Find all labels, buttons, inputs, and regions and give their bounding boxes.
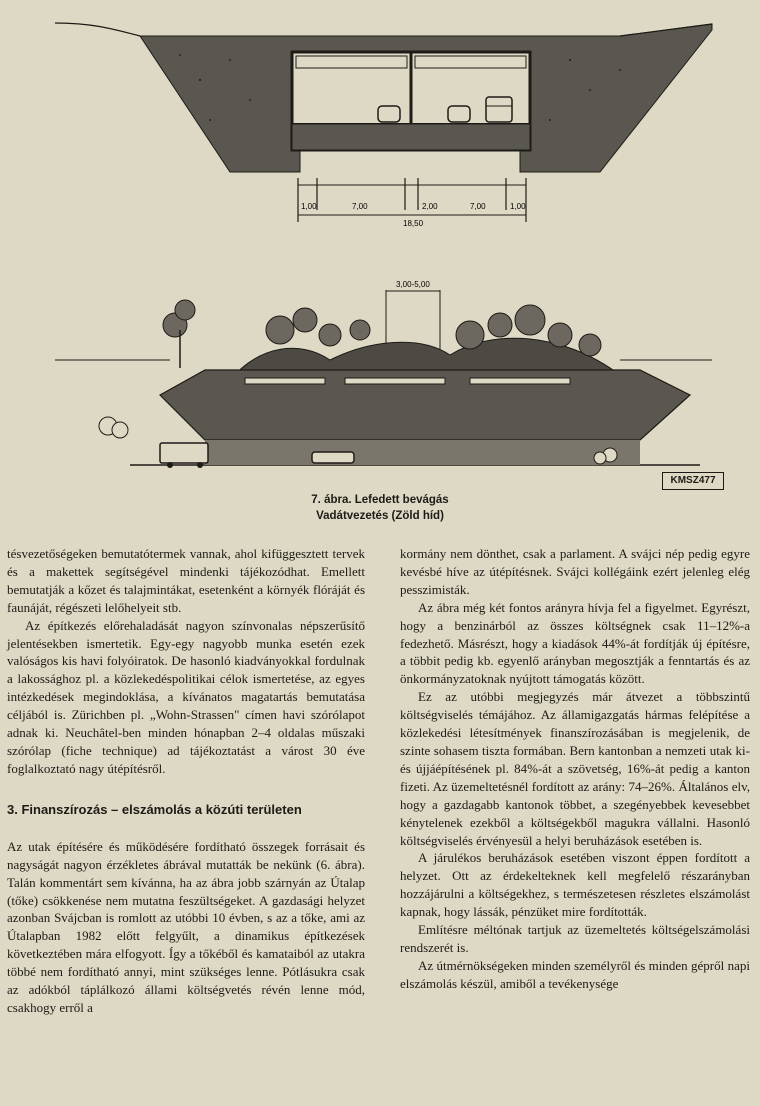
dim-seg-b: 7,00: [470, 202, 486, 211]
right-paragraph-6: Az útmérnökségeken minden személyről és minden gépről napi elszámolás készül, amiből a tevékenysége: [400, 957, 750, 991]
dim-seg-mid: 2,00: [422, 202, 438, 211]
section-heading: 3. Finanszírozás – elszámolás a közúti területen: [7, 801, 302, 817]
right-paragraph-2: Az ábra még két fontos arányra hívja fel a figyelmet. Egyrészt, hogy a benzinárból az összes költségnek csak 11–12%-a fedezhető. Másrészt, hogy a kiadások 44%-át fordítják új építésre, a többit pedig kb. egyenlő arányban megosztják a fenntartás és az önkormányzatoknak nyújtott támogatás között.: [400, 599, 750, 687]
dim-small-right: 1,00: [510, 202, 526, 211]
left-paragraph-2: Az építkezés előrehaladását nagyon színvonalas népszerűsítő jelentésekben ismertetik. Egy-egy nagyobb munka esetén ezek valóságos kis havi folyóiratok. De hasonló kiadványokkal fordulnak a lakossághoz pl. a közlekedéspolitikai célok ismertetése, az egyes intézkedések megindoklása, a kívánatos magatartás bemutatása céljából is. Zürichben pl. „Wohn-Strassen" címen havi szórólapot adnak ki. Neuchâtel-ben minden hónapban 2–4 oldalas műszaki szórólap (fiche technique) ad tájékoztatást a várost 30 éve foglalkoztató nagy útépítésről.: [7, 617, 365, 776]
left-paragraph-1: tésvezetőségeken bemutatótermek vannak, ahol kifüggesztett tervek és a makettek segítségével mindenki tájékozódhat. Emellett bemutatják a kőzet és talajmintákat, esetenként a környék flóráját és faunáját, régészeti lelőhelyeit stb.: [7, 546, 365, 615]
right-paragraph-1: kormány nem dönthet, csak a parlament. A svájci nép pedig egyre kevésbé híve az útépítésnek. Svájci kollégáink ezért jelenleg elég pesszimisták.: [400, 546, 750, 597]
figure-stamp: KMSZ477: [662, 472, 724, 490]
green-bridge-section: [55, 280, 712, 468]
right-paragraph-4: A járulékos beruházások esetében viszont éppen fordított a helyzet. Ott az érdekelteknek kell megfelelő részarányban hozzájárulni a költségekhez, s természetesen részletes elszámolást kapnak, hogy lássák, pénzüket mire fordították.: [400, 850, 750, 920]
covered-cut-section: [55, 23, 712, 228]
figure-caption-line1: 7. ábra. Lefedett bevágás: [311, 494, 449, 506]
road-cross-section-drawing: [0, 0, 760, 530]
dim-total: 18,50: [403, 219, 424, 228]
figure-caption-line2: Vadátvezetés (Zöld híd): [316, 510, 444, 522]
figure: [0, 0, 760, 530]
left-paragraph-3: Az utak építésére és működésére fordítható összegek forrásait és nagyságát nagyon érzékletes ábrával mutatták be nekünk (6. ábra). Talán kommentárt sem kívánna, ha az ábra jobb szárnyán az Útalap (tőke) csökkenése nem mutatna feszültségeket. A gazdasági helyzet azonban Svájcban is romlott az utóbbi 10 évben, s az a tőke, ami az Útalapban 1982 előtt felgyűlt, a dinamikus építkezések következtében mára elfogyott. Így a tőkéből és kamataiból az utakra többé nem fordítható annyi, mint szükséges lenne. Pótlásukra csak az adókból táplálkozó állami költségvetés révén lenne mód, csakhogy erről a: [7, 838, 365, 1015]
right-paragraph-5: Említésre méltónak tartjuk az üzemeltetés költségelszámolási rendszerét is.: [400, 922, 750, 955]
left-column: [7, 545, 365, 1017]
right-paragraph-3: Ez az utóbbi megjegyzés már átvezet a többszintű költségviselés témájához. Az államigazgatás hármas felépítése a közlekedési létesítmények finanszírozásában is megjelenik, de szinte sohasem tiszta formában. Bern kantonban a nemzeti utak ki- és újjáépítésének pl. 84%-át a szövetség, 16%-át pedig a kanton fizeti. Az üzemeltetésnél fordított az arány: 74–26%. Általános elv, hogy a gazdagabb kantonok többet, a szegényebbek kevesebbet kénytelenek ezekből a költségekből magukra vállalni. Hasonló költségviselés érvényesül a helyi beruházások esetében is.: [400, 689, 750, 848]
dim-bridge-width: 3,00-5,00: [396, 280, 430, 289]
right-column: [400, 545, 750, 993]
dim-seg-a: 7,00: [352, 202, 368, 211]
dim-small-left: 1,00: [301, 202, 317, 211]
